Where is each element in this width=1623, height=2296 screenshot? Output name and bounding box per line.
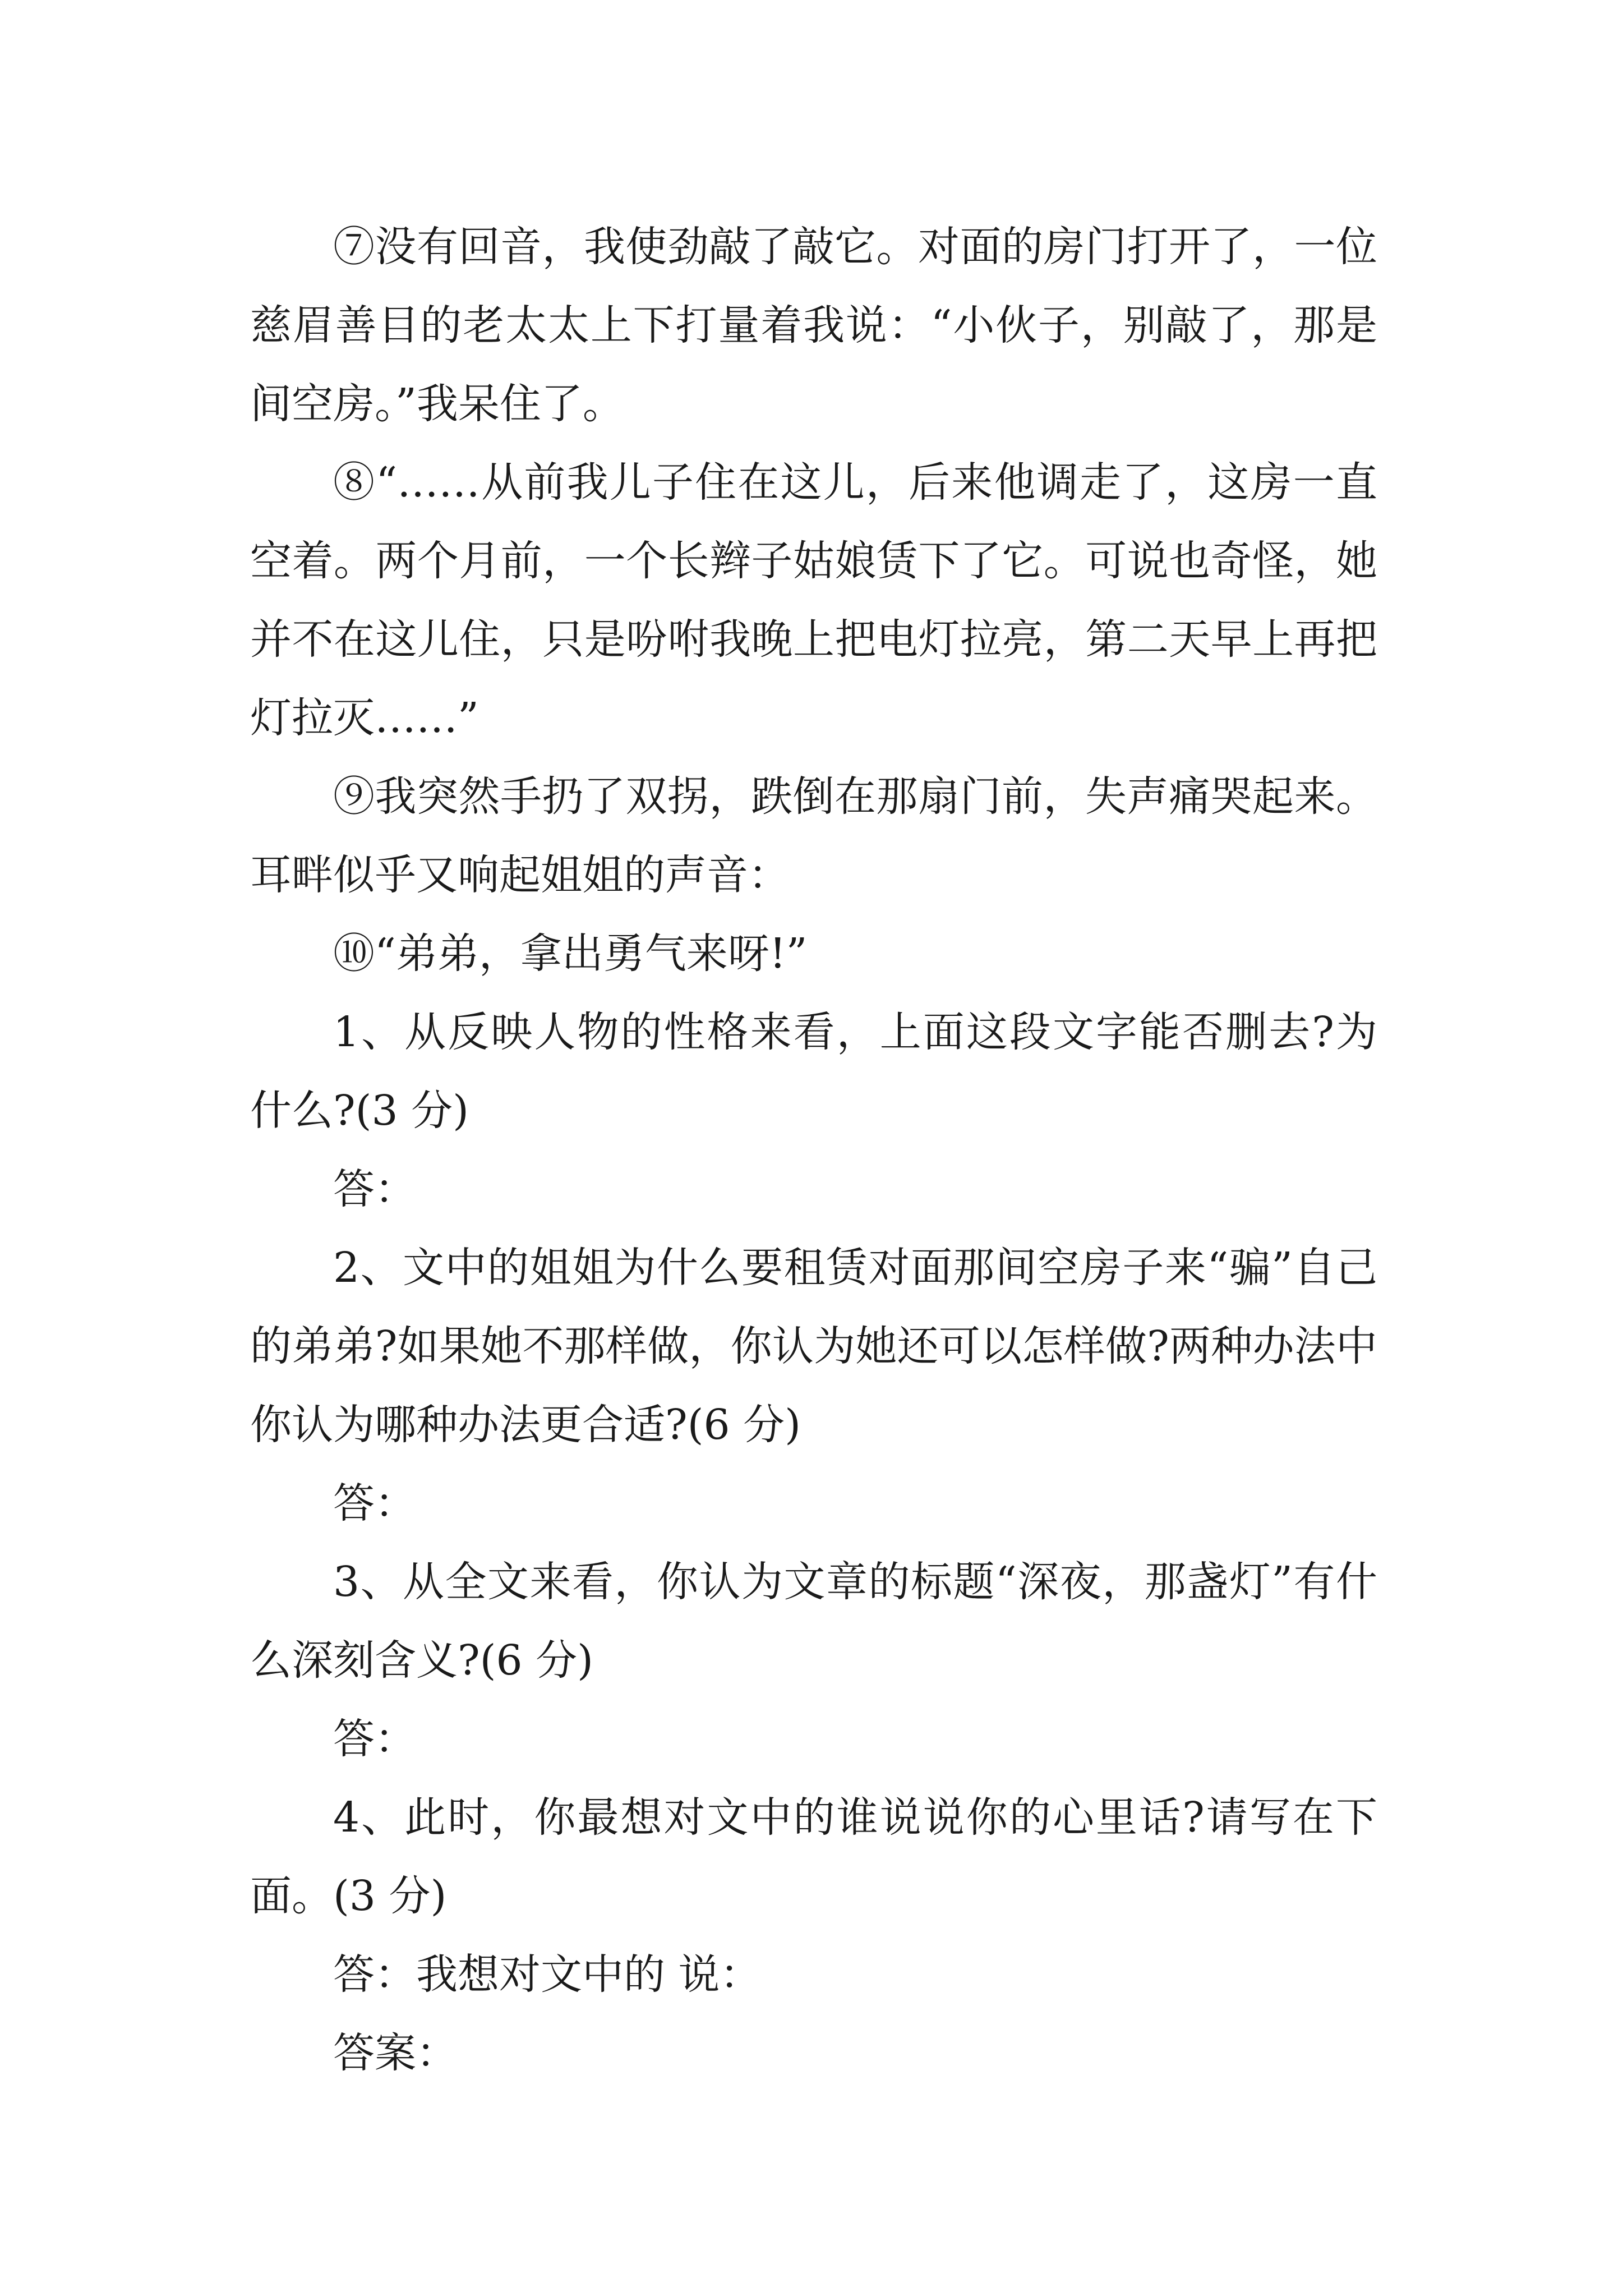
answer-1-label: 答： (333, 1165, 416, 1213)
paragraph-9: ⑨我突然手扔了双拐，跌倒在那扇门前，失声痛哭起来。耳畔似乎又响起姐姐的声音： (250, 772, 1377, 899)
question-2: 2、文中的姐姐为什么要租赁对面那间空房子来“骗”自己的弟弟?如果她不那样做，你认为她还可以怎样做?两种办法中你认为哪种办法更合适?(6 分) (250, 1244, 1377, 1449)
answer-key-label: 答案： (333, 2029, 458, 2077)
question-3: 3、从全文来看，你认为文章的标题“深夜，那盏灯”有什么深刻含义?(6 分) (250, 1558, 1377, 1685)
answer-3-label: 答： (333, 1715, 416, 1763)
question-1: 1、从反映人物的性格来看，上面这段文字能否删去?为什么?(3 分) (250, 1008, 1377, 1135)
paragraph-10: ⑩“弟弟，拿出勇气来呀!” (333, 930, 808, 978)
question-4: 4、此时，你最想对文中的谁说说你的心里话?请写在下面。(3 分) (250, 1793, 1377, 1920)
answer-4-label: 答：我想对文中的 说： (333, 1950, 762, 1999)
answer-2-label: 答： (333, 1479, 416, 1527)
paragraph-7: ⑦没有回音，我使劲敲了敲它。对面的房门打开了，一位慈眉善目的老太太上下打量着我说：“小伙子，别敲了，那是间空房。”我呆住了。 (250, 223, 1377, 428)
document-body (250, 208, 1377, 2092)
paragraph-8: ⑧“……从前我儿子住在这儿，后来他调走了，这房一直空着。两个月前，一个长辫子姑娘赁下了它。可说也奇怪，她并不在这儿住，只是吩咐我晚上把电灯拉亮，第二天早上再把灯拉灭……” (250, 458, 1377, 742)
